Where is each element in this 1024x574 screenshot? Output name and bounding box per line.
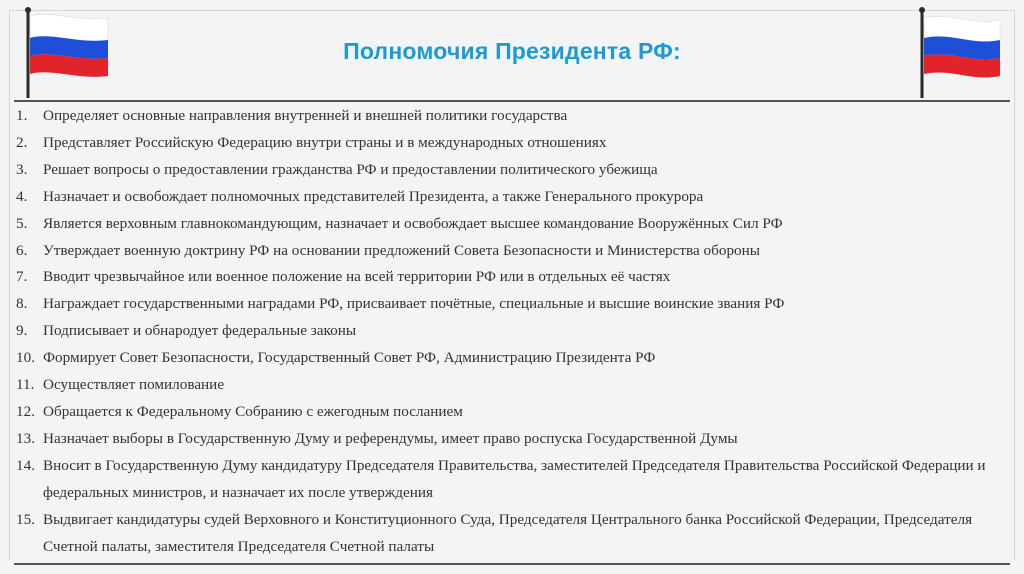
list-item [16, 157, 1016, 184]
list-item-number: 12. [16, 402, 35, 420]
list-item [16, 318, 1016, 345]
list-item-text: Подписывает и обнародует федеральные законы [43, 322, 357, 340]
list-item-number: 13. [16, 429, 35, 447]
list-item-text: Утверждает военную доктрину РФ на основании предложений Совета Безопасности и Министерства обороны [43, 241, 760, 259]
list-item-number: 9. [16, 322, 28, 340]
list-item [16, 264, 1016, 291]
list-item-text: Вносит в Государственную Думу кандидатуру Председателя Правительства, заместителей Председателя Правительства Российской Федерации и федеральных министров, и назначает их после утверждения [43, 456, 986, 501]
list-item-number: 2. [16, 133, 28, 151]
list-item [16, 345, 1016, 372]
list-item [16, 130, 1016, 157]
list-item-text: Назначает и освобождает полномочных представителей Президента, а также Генерального прокурора [43, 187, 704, 205]
list-item-number: 15. [16, 510, 35, 528]
list-item-text: Является верховным главнокомандующим, назначает и освобождает высшее командование Вооружённых Сил РФ [43, 214, 783, 232]
list-item [16, 426, 1016, 453]
list-item-number: 1. [16, 107, 28, 124]
list-item-number: 4. [16, 187, 28, 205]
list-item-text: Представляет Российскую Федерацию внутри страны и в международных отношениях [43, 133, 607, 151]
list-item-number: 7. [16, 268, 28, 286]
list-item-text: Вводит чрезвычайное или военное положение на всей территории РФ или в отдельных её частях [43, 268, 671, 286]
list-item [16, 184, 1016, 211]
list-item-number: 11. [16, 376, 35, 394]
list-item-number: 3. [16, 160, 28, 178]
list-item [16, 399, 1016, 426]
list-item-text: Определяет основные направления внутренней и внешней политики государства [43, 107, 568, 124]
divider-top [14, 100, 1010, 102]
divider-bottom [14, 563, 1010, 565]
list-item-number: 6. [16, 241, 28, 259]
list-item [16, 291, 1016, 318]
list-item-text: Обращается к Федеральному Собранию с ежегодным посланием [43, 402, 463, 420]
list-item-number: 10. [16, 349, 35, 367]
list-item [16, 372, 1016, 399]
powers-list [16, 103, 1016, 560]
list-item [16, 238, 1016, 265]
list-item-number: 5. [16, 214, 28, 232]
list-item [16, 103, 1016, 130]
list-item [16, 453, 1016, 507]
list-item-text: Назначает выборы в Государственную Думу и референдумы, имеет право роспуска Государственной Думы [43, 429, 738, 447]
list-item-text: Осуществляет помилование [43, 376, 225, 394]
list-item-number: 14. [16, 456, 35, 474]
list-item-text: Решает вопросы о предоставлении гражданства РФ и предоставлении политического убежища [43, 160, 658, 178]
list-item-number: 8. [16, 295, 28, 313]
list-item [16, 211, 1016, 238]
list-item [16, 507, 1016, 561]
list-item-text: Формирует Совет Безопасности, Государственный Совет РФ, Администрацию Президента РФ [43, 349, 656, 367]
list-item-text: Выдвигает кандидатуры судей Верховного и Конституционного Суда, Председателя Центрального банка Российской Федерации, Председателя Счетной палаты, заместителя Председателя Счетной палаты [43, 510, 973, 555]
page-title: Полномочия Президента РФ: [343, 38, 681, 64]
slide-frame-left [9, 100, 10, 560]
list-item-text: Награждает государственными наградами РФ, присваивает почётные, специальные и высшие воинские звания РФ [43, 295, 785, 313]
